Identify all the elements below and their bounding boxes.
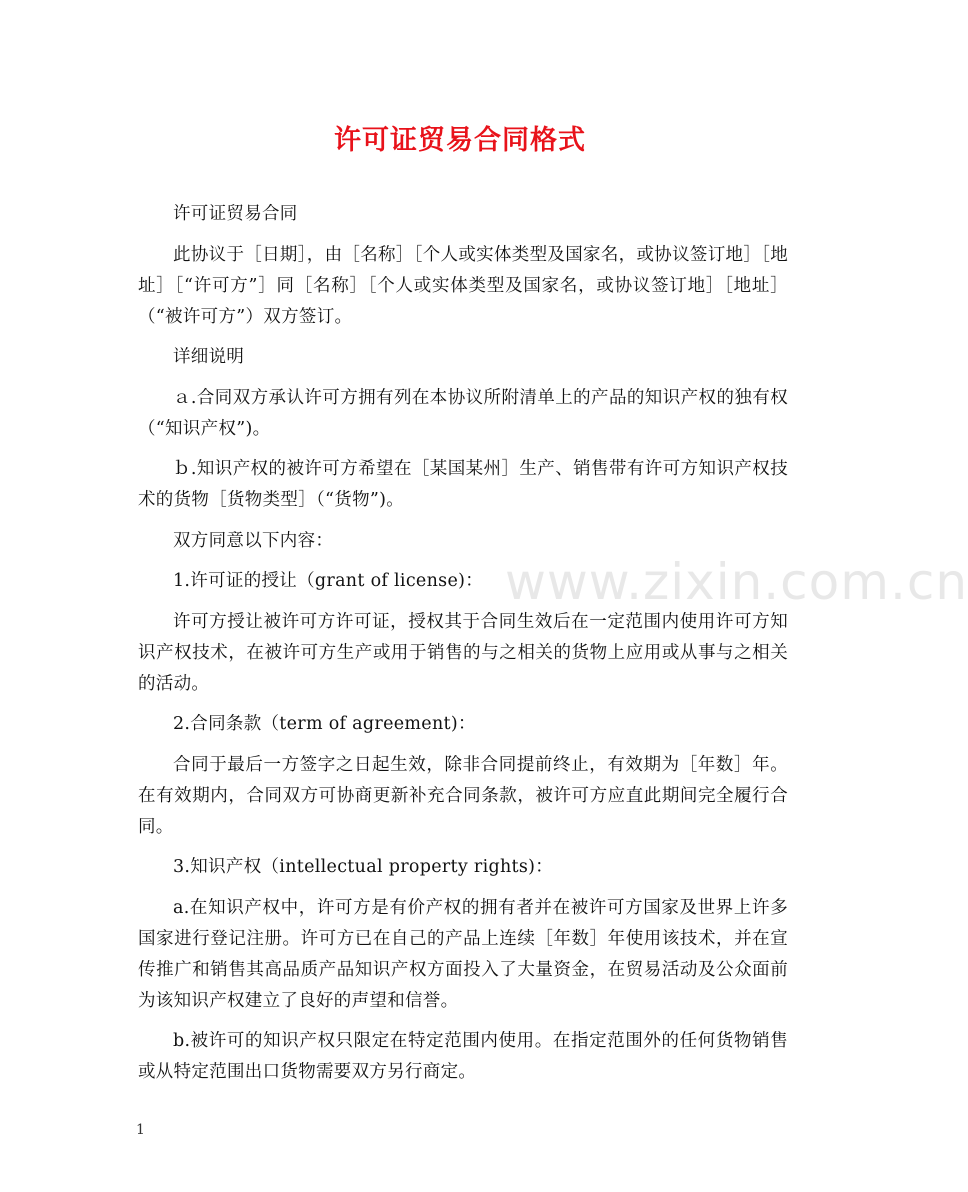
paragraph: b.被许可的知识产权只限定在特定范围内使用。在指定范围外的任何货物销售或从特定范围出口货物需要双方另行商定。 (138, 1031, 788, 1082)
paragraph: 1.许可证的授让（grant of license)： (173, 571, 484, 591)
document-body (138, 199, 788, 1098)
watermark: www.zixin.com.cn (505, 553, 968, 611)
page-number: 1 (136, 1122, 145, 1138)
paragraph: ａ.合同双方承认许可方拥有列在本协议所附清单上的产品的知识产权的独有权（“知识产权”)。 (138, 387, 788, 439)
paragraph: 许可方授让被许可方许可证，授权其于合同生效后在一定范围内使用许可方知识产权技术，在被许可方生产或用于销售的与之相关的货物上应用或从事与之相关的活动。 (138, 611, 788, 694)
paragraph: 双方同意以下内容： (173, 530, 334, 551)
paragraph: 详细说明 (173, 347, 245, 367)
paragraph: 此协议于［日期］，由［名称］［个人或实体类型及国家名，或协议签订地］［地址］［“许可方”］同［名称］［个人或实体类型及国家名，或协议签订地］［地址］（“被许可方”）双方签订。 (138, 244, 788, 327)
paragraph: a.在知识产权中，许可方是有价产权的拥有者并在被许可方国家及世界上许多国家进行登记注册。许可方已在自己的产品上连续［年数］年使用该技术，并在宣传推广和销售其高品质产品知识产权方面投入了大量资金，在贸易活动及公众面前为该知识产权建立了良好的声望和信誉。 (138, 897, 788, 1011)
paragraph: 3.知识产权（intellectual property rights)： (173, 857, 554, 877)
paragraph: 2.合同条款（term of agreement)： (173, 714, 476, 734)
paragraph: 合同于最后一方签字之日起生效，除非合同提前终止，有效期为［年数］年。在有效期内，合同双方可协商更新补充合同条款，被许可方应直此期间完全履行合同。 (138, 754, 788, 837)
document-title: 许可证贸易合同格式 (334, 125, 586, 156)
paragraph: 许可证贸易合同 (173, 204, 298, 224)
paragraph: ｂ.知识产权的被许可方希望在［某国某州］生产、销售带有许可方知识产权技术的货物［货物类型］（“货物”)。 (138, 459, 788, 510)
